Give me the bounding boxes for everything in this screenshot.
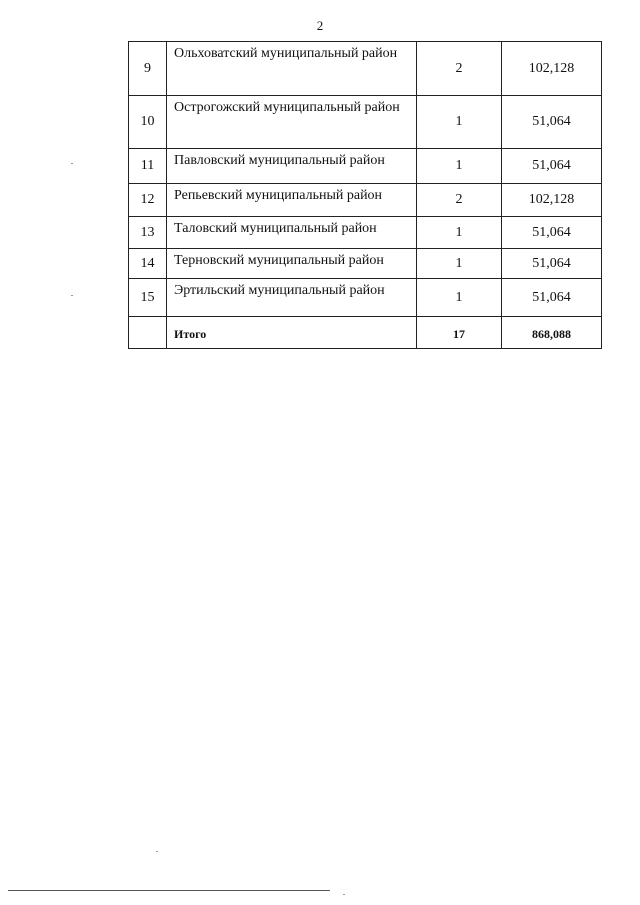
row-number: 11 <box>129 149 167 184</box>
district-name: Павловский муниципальный район <box>167 149 417 184</box>
table-row <box>129 249 602 279</box>
district-name: Острогожский муниципальный район <box>167 96 417 149</box>
count-cell: 1 <box>417 249 502 279</box>
amount-cell: 51,064 <box>502 149 602 184</box>
count-cell: 1 <box>417 217 502 249</box>
count-cell: 1 <box>417 279 502 317</box>
district-name: Ольховатский муниципальный район <box>167 42 417 96</box>
count-cell: 2 <box>417 42 502 96</box>
amount-cell: 51,064 <box>502 217 602 249</box>
footer-rule <box>8 890 330 891</box>
row-number: 15 <box>129 279 167 317</box>
amount-cell: 102,128 <box>502 42 602 96</box>
total-count: 17 <box>417 317 502 349</box>
district-name: Эртильский муниципальный район <box>167 279 417 317</box>
scan-speck <box>71 295 73 296</box>
table-row <box>129 279 602 317</box>
row-number: 9 <box>129 42 167 96</box>
row-number: 14 <box>129 249 167 279</box>
table-row <box>129 149 602 184</box>
amount-cell: 51,064 <box>502 249 602 279</box>
amount-cell: 51,064 <box>502 279 602 317</box>
count-cell: 2 <box>417 184 502 217</box>
count-cell: 1 <box>417 149 502 184</box>
row-number: 13 <box>129 217 167 249</box>
district-name: Таловский муниципальный район <box>167 217 417 249</box>
row-number: 12 <box>129 184 167 217</box>
table-row <box>129 42 602 96</box>
scan-speck <box>343 894 345 895</box>
amount-cell: 102,128 <box>502 184 602 217</box>
district-name: Терновский муниципальный район <box>167 249 417 279</box>
scan-speck <box>71 163 73 164</box>
table-row <box>129 217 602 249</box>
total-label: Итого <box>167 317 417 349</box>
page-number: 2 <box>316 18 324 33</box>
amount-cell: 51,064 <box>502 96 602 149</box>
district-name: Репьевский муниципальный район <box>167 184 417 217</box>
total-row <box>129 317 602 349</box>
allocation-table <box>128 41 602 349</box>
table-row <box>129 184 602 217</box>
count-cell: 1 <box>417 96 502 149</box>
table-row <box>129 96 602 149</box>
scan-speck <box>156 851 158 852</box>
row-number: 10 <box>129 96 167 149</box>
total-amount: 868,088 <box>502 317 602 349</box>
row-number <box>129 317 167 349</box>
